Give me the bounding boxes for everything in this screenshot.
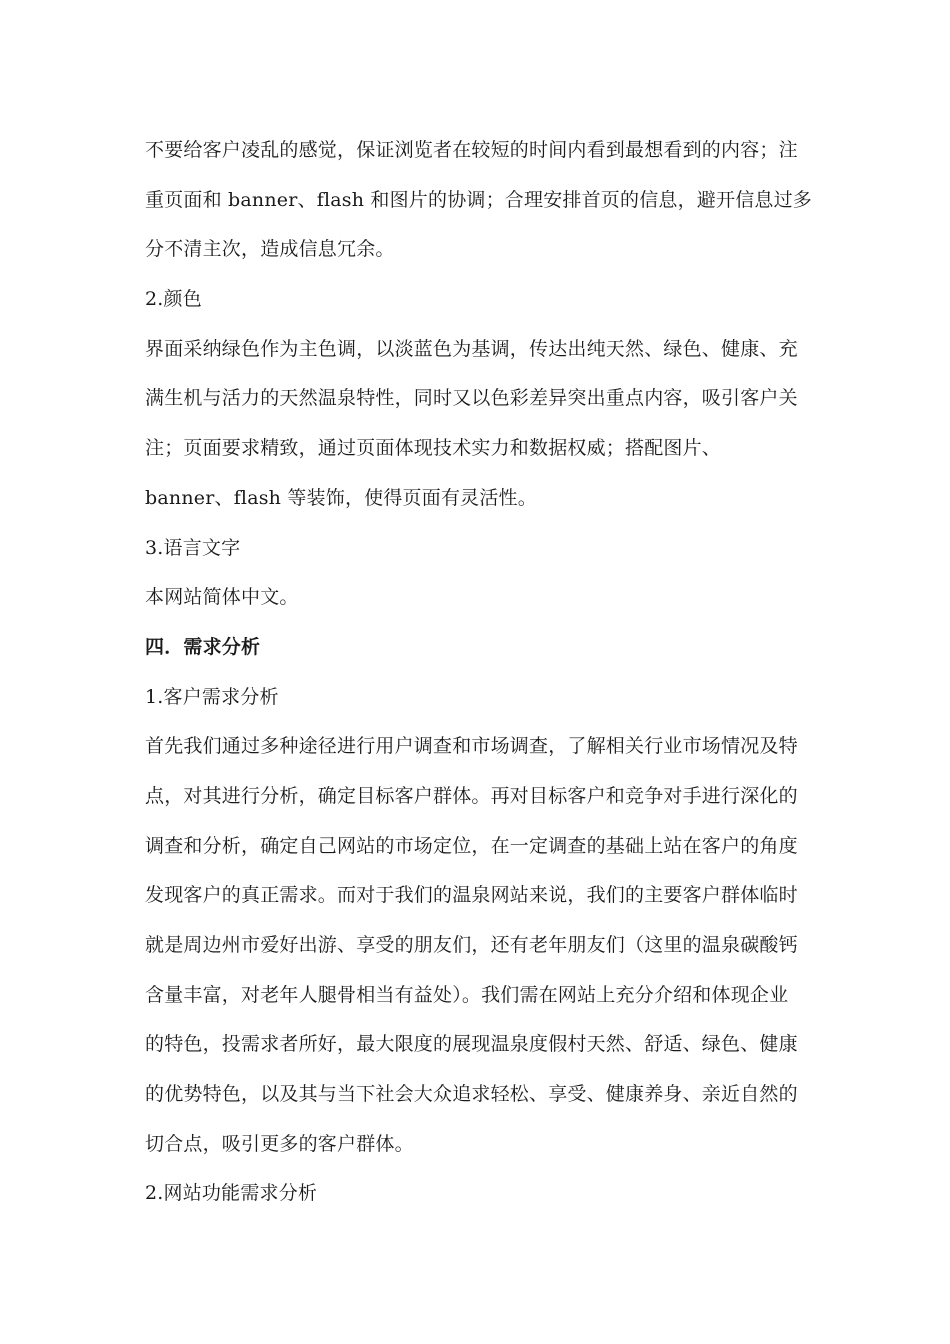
body-line: 界面采纳绿色作为主色调，以淡蓝色为基调，传达出纯天然、绿色、健康、充 [145,337,798,360]
body-line: 发现客户的真正需求。而对于我们的温泉网站来说，我们的主要客户群体临时 [145,884,798,907]
body-line: 调查和分析，确定自己网站的市场定位，在一定调查的基础上站在客户的角度 [145,834,798,857]
body-line: 含量丰富，对老年人腿骨相当有益处）。我们需在网站上充分介绍和体现企业 [145,983,789,1006]
body-line: 满生机与活力的天然温泉特性，同时又以色彩差异突出重点内容，吸引客户关 [145,387,798,410]
body-line: 重页面和 banner、flash 和图片的协调；合理安排首页的信息，避开信息过多 [145,188,812,211]
document-page [145,126,810,1219]
section-subheading: 3.语言文字 [145,536,241,559]
body-line: 的特色，投需求者所好，最大限度的展现温泉度假村天然、舒适、绿色、健康 [145,1033,798,1056]
body-line: 点，对其进行分析，确定目标客户群体。再对目标客户和竞争对手进行深化的 [145,784,798,807]
body-line: banner、flash 等装饰，使得页面有灵活性。 [145,486,537,509]
body-line: 切合点，吸引更多的客户群体。 [145,1132,414,1155]
section-heading: 四．需求分析 [145,635,261,658]
body-line: 分不清主次，造成信息冗余。 [145,238,395,261]
section-subheading: 2.颜色 [145,288,202,311]
section-subheading: 1.客户需求分析 [145,685,279,708]
body-line: 注；页面要求精致，通过页面体现技术实力和数据权威；搭配图片、 [145,437,722,460]
body-line: 首先我们通过多种途径进行用户调查和市场调查，了解相关行业市场情况及特 [145,735,798,758]
body-line: 不要给客户凌乱的感觉，保证浏览者在较短的时间内看到最想看到的内容；注 [145,139,798,161]
body-line: 的优势特色，以及其与当下社会大众追求轻松、享受、健康养身、亲近自然的 [145,1083,798,1106]
body-line: 就是周边州市爱好出游、享受的朋友们，还有老年朋友们（这里的温泉碳酸钙 [145,934,798,956]
body-line: 本网站简体中文。 [145,586,299,609]
section-subheading: 2.网站功能需求分析 [145,1182,318,1205]
